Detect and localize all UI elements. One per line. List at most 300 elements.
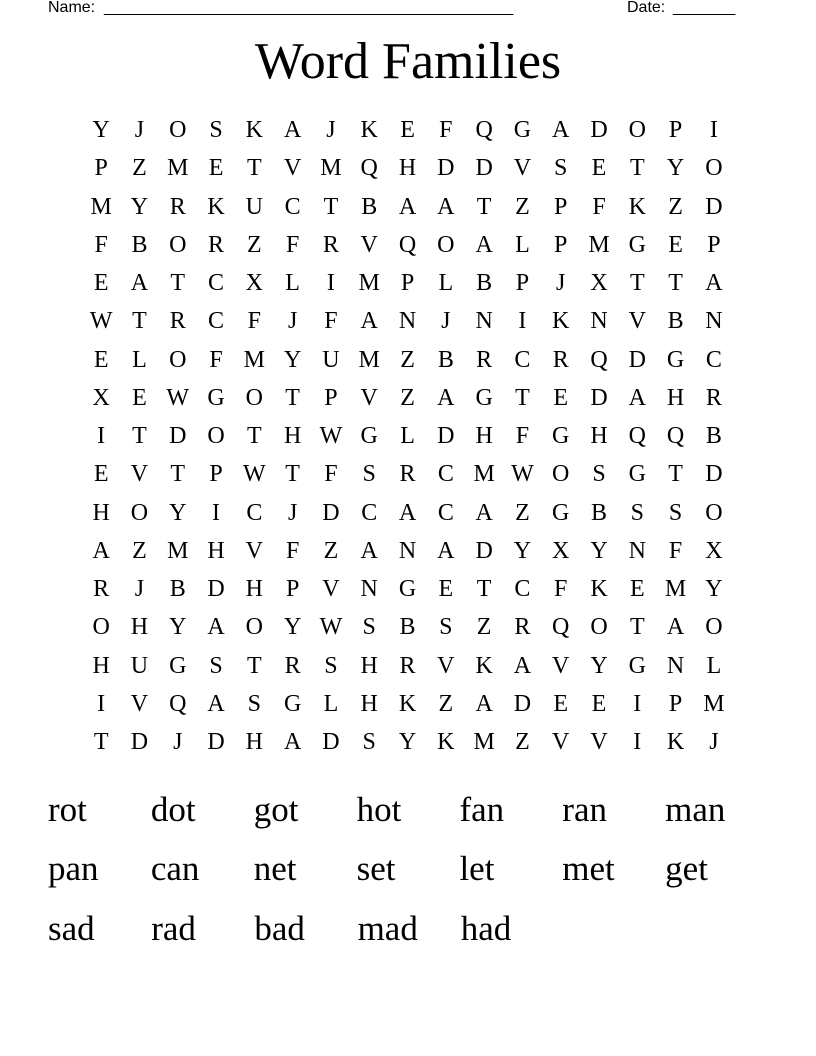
grid-letter: R bbox=[705, 384, 722, 411]
grid-letter: Q bbox=[666, 423, 685, 450]
grid-letter: V bbox=[130, 461, 149, 488]
grid-letter: W bbox=[511, 461, 534, 488]
grid-letter: I bbox=[518, 308, 527, 335]
grid-letter: O bbox=[552, 461, 570, 488]
grid-letter: C bbox=[361, 499, 378, 526]
grid-letter: B bbox=[399, 614, 416, 641]
grid-letter: N bbox=[705, 308, 723, 335]
grid-letter: Z bbox=[476, 614, 492, 641]
grid-letter: E bbox=[629, 576, 645, 603]
grid-row bbox=[82, 455, 734, 493]
grid-letter: F bbox=[285, 231, 300, 258]
grid-letter: C bbox=[284, 193, 301, 220]
grid-letter: T bbox=[476, 576, 492, 603]
grid-letter: G bbox=[666, 346, 685, 373]
grid-letter: D bbox=[437, 423, 455, 450]
word-bank-row bbox=[48, 840, 768, 900]
word-bank-item: get bbox=[665, 849, 708, 889]
grid-letter: F bbox=[439, 117, 453, 144]
grid-letter: H bbox=[360, 652, 378, 679]
grid-letter: P bbox=[324, 384, 338, 411]
grid-letter: Z bbox=[400, 384, 415, 411]
grid-letter: L bbox=[515, 231, 530, 258]
grid-letter: M bbox=[358, 270, 380, 297]
grid-letter: T bbox=[629, 614, 645, 641]
grid-letter: E bbox=[438, 576, 454, 603]
grid-letter: K bbox=[398, 690, 417, 717]
grid-letter: H bbox=[590, 423, 608, 450]
grid-letter: N bbox=[360, 576, 378, 603]
grid-letter: F bbox=[247, 308, 262, 335]
grid-letter: O bbox=[590, 614, 608, 641]
grid-letter: J bbox=[134, 576, 145, 603]
word-bank-item: had bbox=[460, 908, 512, 948]
grid-letter: B bbox=[591, 499, 608, 526]
grid-letter: R bbox=[208, 231, 225, 258]
grid-letter: G bbox=[360, 423, 378, 450]
grid-letter: V bbox=[245, 537, 263, 564]
grid-row bbox=[82, 226, 734, 264]
grid-letter: I bbox=[709, 117, 718, 144]
grid-letter: Z bbox=[132, 537, 147, 564]
grid-letter: L bbox=[285, 270, 300, 297]
grid-letter: M bbox=[167, 155, 189, 182]
grid-letter: A bbox=[207, 614, 225, 641]
word-search-grid bbox=[82, 111, 734, 761]
grid-letter: G bbox=[513, 117, 532, 144]
grid-letter: O bbox=[169, 231, 187, 258]
grid-letter: E bbox=[553, 384, 569, 411]
grid-letter: H bbox=[130, 614, 149, 641]
grid-letter: A bbox=[475, 499, 493, 526]
grid-letter: D bbox=[207, 729, 225, 756]
grid-letter: N bbox=[628, 537, 646, 564]
grid-row bbox=[82, 264, 734, 302]
grid-letter: D bbox=[705, 193, 723, 220]
grid-letter: Z bbox=[323, 537, 339, 564]
grid-letter: V bbox=[283, 155, 302, 182]
grid-letter: D bbox=[437, 155, 455, 182]
grid-letter: Z bbox=[668, 193, 683, 220]
grid-letter: M bbox=[703, 690, 725, 717]
grid-letter: P bbox=[400, 270, 415, 297]
grid-letter: W bbox=[319, 423, 343, 450]
grid-row bbox=[82, 723, 734, 761]
grid-letter: Z bbox=[515, 729, 530, 756]
grid-letter: T bbox=[285, 461, 300, 488]
grid-letter: I bbox=[326, 270, 335, 297]
grid-letter: Y bbox=[398, 729, 417, 756]
grid-letter: V bbox=[552, 652, 570, 679]
name-label: Name: bbox=[48, 0, 96, 16]
grid-letter: A bbox=[360, 537, 378, 564]
grid-letter: H bbox=[92, 499, 110, 526]
grid-letter: S bbox=[362, 729, 376, 756]
grid-letter: Q bbox=[590, 346, 608, 373]
grid-letter: S bbox=[592, 461, 606, 488]
grid-letter: E bbox=[93, 461, 109, 488]
grid-letter: A bbox=[437, 537, 455, 564]
grid-letter: X bbox=[92, 384, 110, 411]
grid-letter: K bbox=[590, 576, 608, 603]
grid-letter: T bbox=[247, 423, 262, 450]
grid-row bbox=[82, 149, 734, 187]
grid-row bbox=[82, 188, 734, 226]
grid-letter: C bbox=[514, 346, 531, 373]
grid-letter: O bbox=[705, 499, 723, 526]
grid-letter: R bbox=[93, 576, 110, 603]
word-bank-item: rad bbox=[151, 908, 196, 948]
grid-letter: N bbox=[398, 308, 417, 335]
grid-letter: H bbox=[207, 537, 225, 564]
grid-letter: G bbox=[398, 576, 417, 603]
grid-letter: Y bbox=[92, 117, 110, 144]
grid-row bbox=[82, 608, 734, 646]
grid-letter: M bbox=[473, 729, 495, 756]
grid-letter: T bbox=[668, 270, 683, 297]
grid-letter: H bbox=[360, 690, 378, 717]
grid-letter: F bbox=[324, 308, 338, 335]
grid-letter: T bbox=[170, 461, 186, 488]
grid-letter: T bbox=[132, 308, 147, 335]
grid-letter: J bbox=[134, 117, 145, 144]
grid-letter: K bbox=[666, 729, 685, 756]
grid-letter: A bbox=[513, 652, 532, 679]
grid-letter: K bbox=[437, 729, 455, 756]
grid-letter: F bbox=[209, 346, 223, 373]
grid-letter: A bbox=[360, 308, 378, 335]
grid-letter: A bbox=[475, 690, 493, 717]
grid-letter: Q bbox=[552, 614, 570, 641]
grid-letter: G bbox=[552, 423, 570, 450]
grid-letter: J bbox=[326, 117, 336, 144]
word-bank-item: dot bbox=[150, 789, 196, 829]
grid-letter: G bbox=[628, 652, 646, 679]
grid-letter: Z bbox=[400, 346, 415, 373]
grid-letter: D bbox=[130, 729, 149, 756]
grid-letter: V bbox=[628, 308, 646, 335]
grid-row bbox=[82, 685, 734, 723]
word-bank-item: hot bbox=[356, 789, 402, 829]
grid-letter: L bbox=[400, 423, 415, 450]
grid-letter: Q bbox=[398, 231, 417, 258]
grid-letter: Y bbox=[283, 614, 302, 641]
grid-letter: G bbox=[283, 690, 302, 717]
word-bank-item: let bbox=[459, 849, 495, 889]
grid-letter: D bbox=[322, 499, 340, 526]
grid-letter: O bbox=[169, 346, 187, 373]
grid-letter: H bbox=[245, 576, 263, 603]
grid-letter: H bbox=[666, 384, 685, 411]
grid-letter: L bbox=[132, 346, 147, 373]
grid-letter: F bbox=[554, 576, 568, 603]
grid-letter: E bbox=[553, 690, 569, 717]
grid-letter: S bbox=[324, 652, 338, 679]
grid-letter: J bbox=[556, 270, 566, 297]
grid-letter: Y bbox=[590, 537, 608, 564]
grid-letter: G bbox=[628, 461, 646, 488]
grid-letter: E bbox=[93, 270, 109, 297]
grid-letter: E bbox=[132, 384, 147, 411]
grid-letter: E bbox=[668, 231, 683, 258]
grid-letter: S bbox=[630, 499, 644, 526]
grid-letter: F bbox=[94, 231, 108, 258]
grid-letter: P bbox=[707, 231, 721, 258]
grid-letter: M bbox=[167, 537, 189, 564]
header bbox=[48, 0, 748, 19]
grid-letter: G bbox=[628, 231, 646, 258]
grid-letter: Y bbox=[705, 576, 723, 603]
grid-letter: S bbox=[668, 499, 683, 526]
grid-letter: D bbox=[590, 117, 608, 144]
grid-letter: D bbox=[475, 155, 493, 182]
word-bank-item: set bbox=[356, 849, 396, 889]
grid-letter: Y bbox=[169, 499, 187, 526]
grid-letter: P bbox=[554, 193, 568, 220]
word-bank-item: sad bbox=[48, 908, 95, 948]
word-bank-item: can bbox=[150, 849, 200, 889]
grid-letter: T bbox=[668, 461, 683, 488]
grid-letter: T bbox=[170, 270, 186, 297]
grid-letter: M bbox=[243, 346, 265, 373]
grid-letter: Q bbox=[628, 423, 646, 450]
grid-letter: B bbox=[667, 308, 684, 335]
grid-row bbox=[82, 341, 734, 379]
grid-letter: Y bbox=[513, 537, 532, 564]
grid-letter: B bbox=[476, 270, 493, 297]
grid-letter: R bbox=[399, 461, 416, 488]
date-label: Date: bbox=[627, 0, 666, 16]
grid-letter: S bbox=[209, 117, 223, 144]
grid-letter: T bbox=[247, 652, 262, 679]
date-blank-line: _______ bbox=[673, 0, 736, 16]
grid-letter: A bbox=[283, 729, 302, 756]
grid-letter: S bbox=[362, 461, 376, 488]
grid-row bbox=[82, 111, 734, 149]
grid-letter: D bbox=[628, 346, 646, 373]
grid-letter: Y bbox=[169, 614, 187, 641]
grid-letter: M bbox=[473, 461, 495, 488]
word-bank bbox=[48, 780, 768, 959]
grid-letter: P bbox=[209, 461, 223, 488]
grid-letter: C bbox=[437, 461, 454, 488]
grid-row bbox=[82, 417, 734, 455]
grid-row bbox=[82, 494, 734, 532]
grid-letter: J bbox=[287, 499, 298, 526]
grid-letter: C bbox=[246, 499, 263, 526]
grid-letter: F bbox=[324, 461, 338, 488]
grid-letter: F bbox=[668, 537, 683, 564]
grid-row bbox=[82, 570, 734, 608]
grid-letter: U bbox=[322, 346, 340, 373]
word-bank-item: ran bbox=[562, 789, 607, 829]
grid-letter: W bbox=[166, 384, 190, 411]
grid-letter: H bbox=[475, 423, 493, 450]
grid-letter: A bbox=[628, 384, 646, 411]
grid-letter: F bbox=[285, 537, 300, 564]
grid-letter: Q bbox=[169, 690, 187, 717]
grid-letter: M bbox=[664, 576, 687, 603]
word-bank-item: man bbox=[665, 789, 726, 829]
grid-letter: Z bbox=[132, 155, 147, 182]
grid-letter: R bbox=[552, 346, 569, 373]
grid-letter: E bbox=[400, 117, 415, 144]
word-bank-item: got bbox=[253, 789, 299, 829]
word-bank-row bbox=[48, 780, 768, 840]
grid-letter: Y bbox=[283, 346, 302, 373]
grid-letter: D bbox=[475, 537, 493, 564]
grid-letter: K bbox=[207, 193, 225, 220]
grid-row bbox=[82, 302, 734, 340]
grid-letter: S bbox=[209, 652, 223, 679]
grid-letter: Q bbox=[475, 117, 493, 144]
grid-letter: A bbox=[552, 117, 570, 144]
grid-letter: K bbox=[245, 117, 263, 144]
grid-letter: Q bbox=[360, 155, 378, 182]
word-bank-row bbox=[48, 899, 768, 959]
grid-letter: K bbox=[628, 193, 646, 220]
grid-letter: A bbox=[92, 537, 110, 564]
grid-letter: O bbox=[437, 231, 455, 258]
grid-letter: D bbox=[322, 729, 340, 756]
grid-letter: R bbox=[169, 308, 186, 335]
grid-letter: R bbox=[169, 193, 186, 220]
grid-row bbox=[82, 647, 734, 685]
grid-letter: A bbox=[130, 270, 149, 297]
grid-letter: I bbox=[97, 423, 106, 450]
grid-letter: X bbox=[590, 270, 608, 297]
word-bank-item: met bbox=[562, 849, 615, 889]
grid-letter: N bbox=[398, 537, 417, 564]
grid-letter: A bbox=[398, 193, 417, 220]
grid-letter: C bbox=[514, 576, 531, 603]
grid-letter: P bbox=[668, 117, 683, 144]
grid-letter: V bbox=[130, 690, 149, 717]
grid-letter: O bbox=[245, 614, 263, 641]
grid-letter: W bbox=[243, 461, 266, 488]
grid-letter: E bbox=[93, 346, 109, 373]
grid-letter: A bbox=[283, 117, 302, 144]
grid-letter: D bbox=[513, 690, 532, 717]
word-bank-item: net bbox=[253, 849, 297, 889]
grid-letter: B bbox=[705, 423, 722, 450]
grid-letter: V bbox=[437, 652, 455, 679]
grid-letter: Y bbox=[666, 155, 685, 182]
grid-letter: P bbox=[285, 576, 300, 603]
grid-letter: L bbox=[323, 690, 339, 717]
grid-letter: R bbox=[476, 346, 493, 373]
grid-letter: Z bbox=[515, 193, 530, 220]
grid-letter: D bbox=[207, 576, 225, 603]
grid-letter: W bbox=[89, 308, 113, 335]
grid-letter: F bbox=[515, 423, 530, 450]
grid-letter: K bbox=[552, 308, 570, 335]
grid-letter: V bbox=[360, 231, 378, 258]
name-blank-line: ______________________________________________ bbox=[104, 0, 514, 16]
grid-letter: M bbox=[90, 193, 112, 220]
grid-letter: A bbox=[437, 384, 455, 411]
grid-letter: R bbox=[284, 652, 301, 679]
grid-letter: A bbox=[437, 193, 455, 220]
grid-letter: Z bbox=[515, 499, 530, 526]
grid-letter: Y bbox=[130, 193, 149, 220]
grid-letter: I bbox=[633, 729, 642, 756]
grid-letter: A bbox=[705, 270, 723, 297]
grid-letter: C bbox=[437, 499, 454, 526]
grid-letter: D bbox=[169, 423, 187, 450]
grid-letter: T bbox=[93, 729, 109, 756]
grid-letter: D bbox=[705, 461, 723, 488]
grid-letter: O bbox=[628, 117, 646, 144]
grid-letter: G bbox=[552, 499, 570, 526]
grid-letter: C bbox=[705, 346, 722, 373]
word-bank-item: fan bbox=[459, 789, 505, 829]
grid-letter: P bbox=[668, 690, 683, 717]
grid-letter: S bbox=[439, 614, 453, 641]
grid-letter: P bbox=[515, 270, 530, 297]
grid-letter: W bbox=[319, 614, 343, 641]
grid-letter: O bbox=[169, 117, 187, 144]
grid-letter: L bbox=[438, 270, 454, 297]
grid-row bbox=[82, 532, 734, 570]
grid-letter: O bbox=[705, 614, 723, 641]
grid-letter: D bbox=[590, 384, 608, 411]
grid-letter: J bbox=[441, 308, 451, 335]
grid-letter: G bbox=[169, 652, 187, 679]
grid-letter: H bbox=[92, 652, 110, 679]
grid-letter: O bbox=[245, 384, 263, 411]
grid-letter: A bbox=[207, 690, 225, 717]
grid-letter: T bbox=[629, 155, 645, 182]
grid-letter: B bbox=[437, 346, 454, 373]
grid-letter: C bbox=[208, 270, 225, 297]
grid-row bbox=[82, 379, 734, 417]
grid-letter: Z bbox=[247, 231, 262, 258]
grid-letter: G bbox=[207, 384, 225, 411]
word-bank-item: pan bbox=[48, 849, 99, 889]
grid-letter: H bbox=[245, 729, 263, 756]
grid-letter: P bbox=[94, 155, 108, 182]
grid-letter: R bbox=[322, 231, 339, 258]
grid-letter: S bbox=[362, 614, 376, 641]
grid-letter: C bbox=[208, 308, 225, 335]
grid-letter: B bbox=[361, 193, 378, 220]
grid-letter: K bbox=[360, 117, 378, 144]
grid-letter: K bbox=[475, 652, 493, 679]
grid-letter: O bbox=[130, 499, 149, 526]
grid-letter: B bbox=[131, 231, 148, 258]
grid-letter: X bbox=[245, 270, 263, 297]
grid-letter: M bbox=[320, 155, 342, 182]
grid-letter: P bbox=[554, 231, 568, 258]
grid-letter: O bbox=[92, 614, 110, 641]
grid-letter: J bbox=[287, 308, 298, 335]
grid-letter: I bbox=[212, 499, 221, 526]
word-bank-item: rot bbox=[48, 789, 87, 829]
grid-letter: T bbox=[629, 270, 645, 297]
grid-letter: T bbox=[132, 423, 147, 450]
grid-letter: V bbox=[513, 155, 532, 182]
grid-letter: O bbox=[207, 423, 225, 450]
grid-letter: T bbox=[247, 155, 262, 182]
grid-letter: S bbox=[554, 155, 568, 182]
grid-letter: E bbox=[591, 155, 607, 182]
grid-letter: N bbox=[590, 308, 608, 335]
grid-letter: A bbox=[666, 614, 685, 641]
grid-letter: V bbox=[322, 576, 340, 603]
grid-letter: A bbox=[398, 499, 417, 526]
grid-letter: U bbox=[130, 652, 149, 679]
